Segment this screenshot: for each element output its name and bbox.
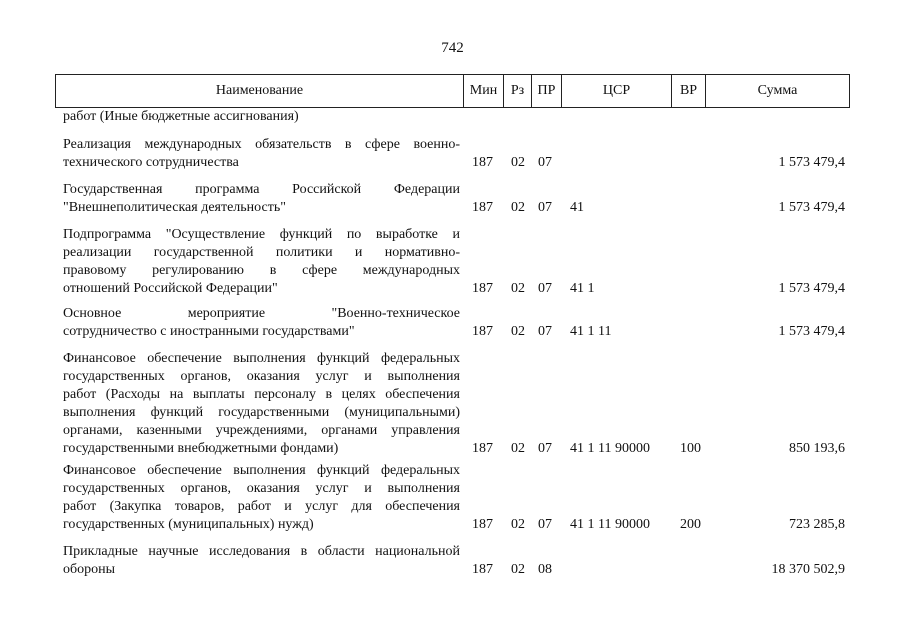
row-name <box>63 226 460 298</box>
row-name-line: сотрудничество с иностранными государствами" <box>63 324 355 339</box>
cell-rz: 02 <box>511 200 525 215</box>
header-rz: Рз <box>504 75 532 107</box>
row-name <box>63 305 460 341</box>
header-min: Мин <box>464 75 504 107</box>
row-name-line: государственных органов, оказания услуг и выполнения <box>63 481 460 496</box>
cell-min: 187 <box>472 324 493 339</box>
header-vr: ВР <box>672 75 706 107</box>
row-name-line: выполнения функций государственными (муниципальными) <box>63 405 460 420</box>
row-name-line: Финансовое обеспечение выполнения функций федеральных <box>63 351 460 366</box>
header-csr: ЦСР <box>562 75 672 107</box>
cell-min: 187 <box>472 281 493 296</box>
header-name: Наименование <box>56 75 464 107</box>
row-name-line: Подпрограмма "Осуществление функций по выработке и <box>63 227 460 242</box>
cell-rz: 02 <box>511 517 525 532</box>
row-name-line: правовому регулированию в сфере международных <box>63 263 460 278</box>
cell-min: 187 <box>472 441 493 456</box>
header-pr: ПР <box>532 75 562 107</box>
cell-sum: 723 285,8 <box>789 517 845 532</box>
cell-csr: 41 1 11 90000 <box>570 517 650 532</box>
cell-pr: 07 <box>538 281 552 296</box>
row-name-line: государственными внебюджетными фондами) <box>63 441 339 456</box>
cell-pr: 07 <box>538 517 552 532</box>
cell-csr: 41 1 11 <box>570 324 612 339</box>
row-name-line: обороны <box>63 562 116 577</box>
cell-vr: 200 <box>680 517 701 532</box>
row-name <box>63 108 460 126</box>
cell-min: 187 <box>472 155 493 170</box>
cell-rz: 02 <box>511 281 525 296</box>
row-name-line: работ (Расходы на выплаты персоналу в целях обеспечения <box>63 387 460 402</box>
row-name-line: Государственная программа Российской Федерации <box>63 182 460 197</box>
row-name-line: Прикладные научные исследования в области национальной <box>63 544 460 559</box>
row-name <box>63 462 460 534</box>
cell-csr: 41 <box>570 200 584 215</box>
cell-rz: 02 <box>511 324 525 339</box>
cell-sum: 1 573 479,4 <box>778 200 845 215</box>
cell-vr: 100 <box>680 441 701 456</box>
cell-rz: 02 <box>511 155 525 170</box>
cell-rz: 02 <box>511 441 525 456</box>
row-name-line: "Внешнеполитическая деятельность" <box>63 200 286 215</box>
page-number: 742 <box>441 40 464 56</box>
row-name <box>63 543 460 579</box>
cell-min: 187 <box>472 200 493 215</box>
cell-rz: 02 <box>511 562 525 577</box>
row-name-line: реализации государственной политики и нормативно- <box>63 245 460 260</box>
cell-csr: 41 1 11 90000 <box>570 441 650 456</box>
cell-min: 187 <box>472 517 493 532</box>
cell-sum: 1 573 479,4 <box>778 324 845 339</box>
cell-pr: 08 <box>538 562 552 577</box>
row-name-line: государственных органов, оказания услуг и выполнения <box>63 369 460 384</box>
row-name-line: органами, казенными учреждениями, органами управления <box>63 423 460 438</box>
row-name-line: технического сотрудничества <box>63 155 239 170</box>
row-name-line: работ (Иные бюджетные ассигнования) <box>63 109 299 124</box>
cell-pr: 07 <box>538 155 552 170</box>
cell-sum: 850 193,6 <box>789 441 845 456</box>
cell-sum: 18 370 502,9 <box>771 562 845 577</box>
cell-pr: 07 <box>538 441 552 456</box>
cell-csr: 41 1 <box>570 281 595 296</box>
cell-sum: 1 573 479,4 <box>778 155 845 170</box>
row-name-line: Реализация международных обязательств в сфере военно- <box>63 137 460 152</box>
cell-sum: 1 573 479,4 <box>778 281 845 296</box>
row-name-line: отношений Российской Федерации" <box>63 281 278 296</box>
cell-pr: 07 <box>538 200 552 215</box>
row-name-line: Финансовое обеспечение выполнения функций федеральных <box>63 463 460 478</box>
row-name <box>63 350 460 458</box>
row-name-line: работ (Закупка товаров, работ и услуг для обеспечения <box>63 499 460 514</box>
row-name <box>63 181 460 217</box>
row-name-line: Основное мероприятие "Военно-техническое <box>63 306 460 321</box>
cell-pr: 07 <box>538 324 552 339</box>
cell-min: 187 <box>472 562 493 577</box>
row-name <box>63 136 460 172</box>
header-sum: Сумма <box>757 83 798 98</box>
row-name-line: государственных (муниципальных) нужд) <box>63 517 314 532</box>
table-header <box>55 74 850 108</box>
